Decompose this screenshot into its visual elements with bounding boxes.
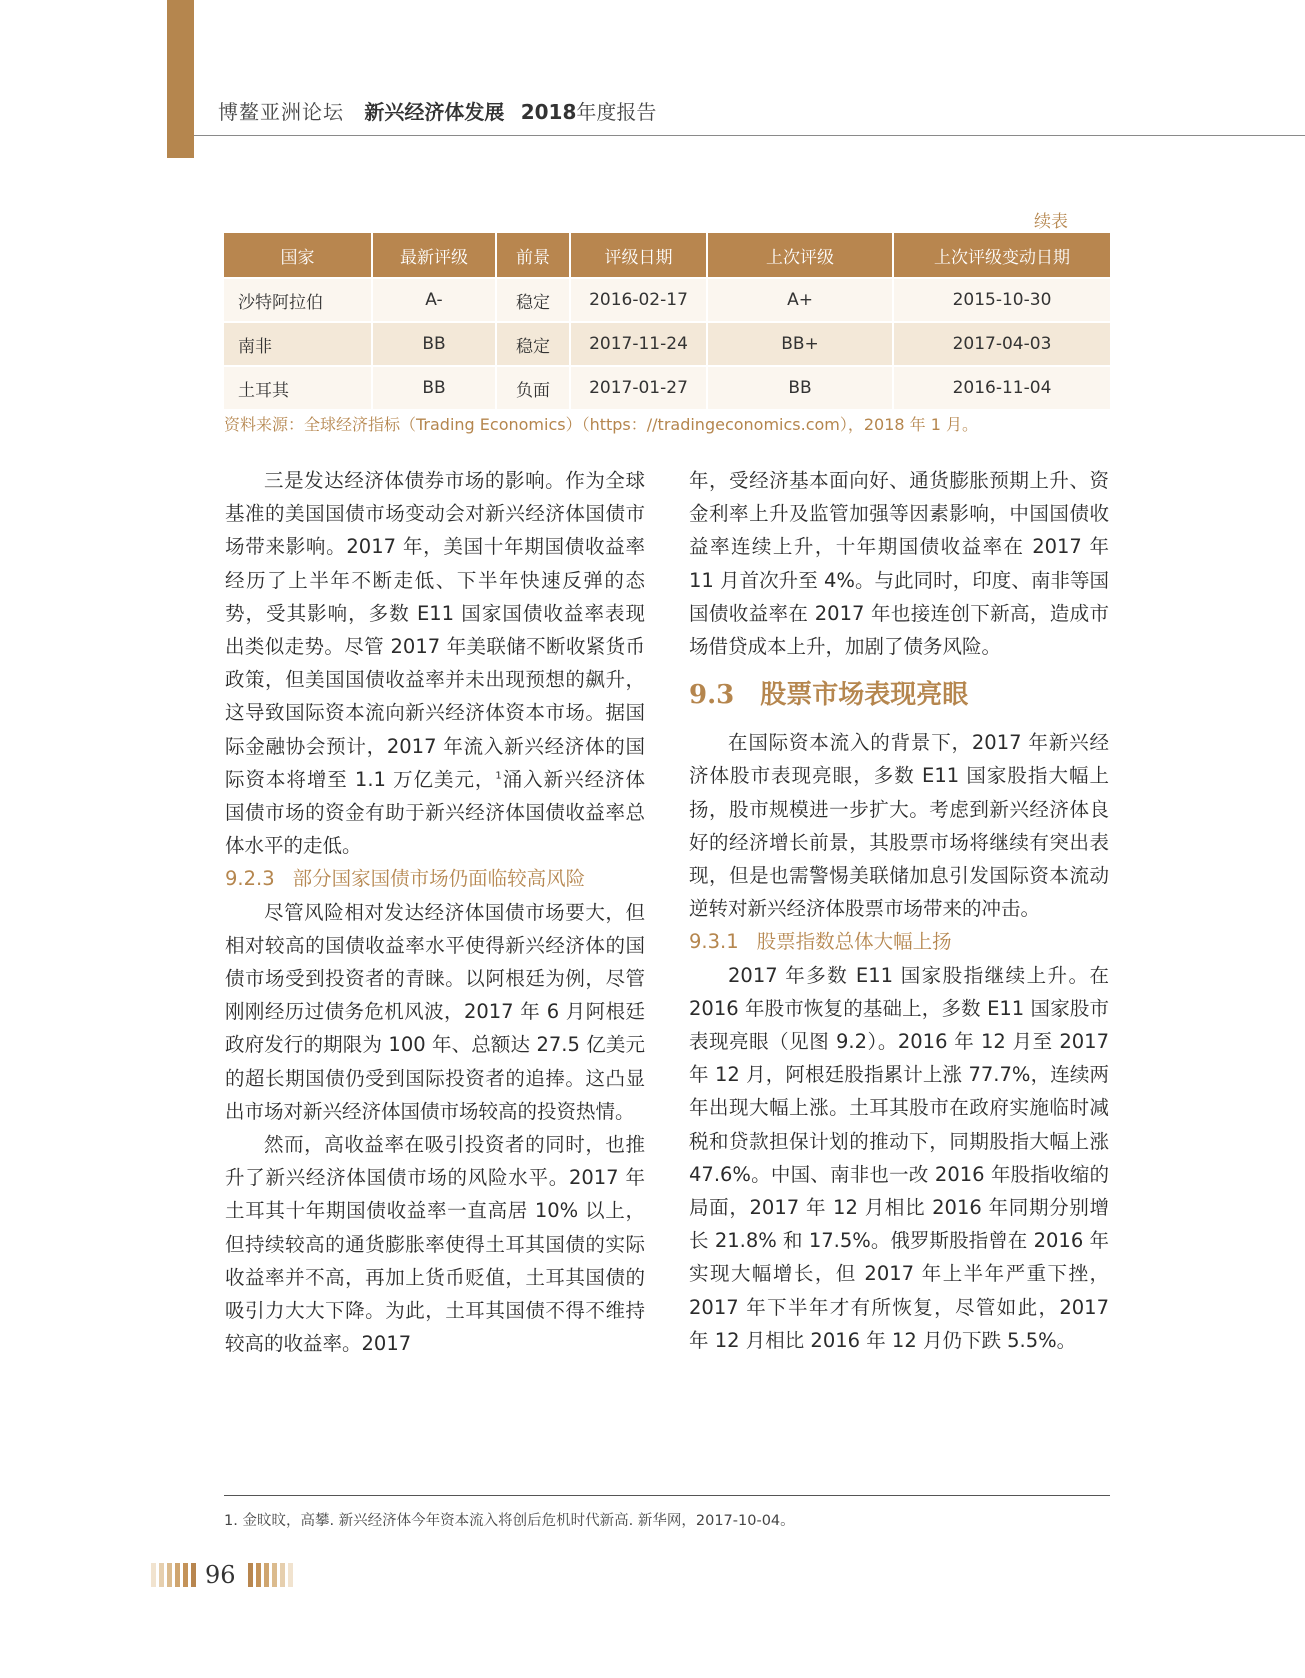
table-cell: BB xyxy=(707,366,893,409)
table-cell: BB+ xyxy=(707,322,893,366)
table-cell: 2016-02-17 xyxy=(570,278,707,322)
table-cell: 2017-04-03 xyxy=(893,322,1110,366)
subsection-heading xyxy=(225,862,645,895)
subsection-heading xyxy=(689,925,1109,958)
section-title: 股票市场表现亮眼 xyxy=(760,680,969,711)
body-paragraph: 然而，高收益率在吸引投资者的同时，也推升了新兴经济体国债市场的风险水平。2017 年土耳其十年期国债收益率一直高居 10% 以上，但持续较高的通货膨胀率使得土耳其国债的实际收益率并不高，再加上货币贬值，土耳其国债的吸引力大大下降。为此，土耳其国债不得不维持较高的收益率。2017 xyxy=(225,1133,645,1356)
ratings-table xyxy=(224,233,1110,409)
column-header: 国家 xyxy=(224,233,372,278)
table-header-row xyxy=(224,233,1110,278)
body-paragraph xyxy=(225,464,645,862)
table-cell: 2015-10-30 xyxy=(893,278,1110,322)
subsection-title: 股票指数总体大幅上扬 xyxy=(756,930,952,954)
running-header xyxy=(218,96,656,125)
table-row xyxy=(224,278,1110,322)
table-cell: 2016-11-04 xyxy=(893,366,1110,409)
subsection-number: 9.2.3 xyxy=(225,867,275,891)
header-forum: 博鳌亚洲论坛 xyxy=(218,100,344,124)
header-report-title: 新兴经济体发展 xyxy=(364,100,505,124)
table-cell: BB xyxy=(372,366,496,409)
body-paragraph: 在国际资本流入的背景下，2017 年新兴经济体股市表现亮眼，多数 E11 国家股指大幅上扬，股市规模进一步扩大。考虑到新兴经济体良好的经济增长前景，其股票市场将继续有突出表现，但是也需警惕美联储加息引发国际资本流动逆转对新兴经济体股票市场带来的冲击。 xyxy=(689,731,1109,921)
footnote-rule xyxy=(224,1495,1110,1496)
subsection-title: 部分国家国债市场仍面临较高风险 xyxy=(292,867,586,891)
table-cell: 土耳其 xyxy=(224,366,372,409)
table-row xyxy=(224,366,1110,409)
table-cell: A- xyxy=(372,278,496,322)
table-source-note: 资料来源：全球经济指标（Trading Economics）（https：//tradingeconomics.com），2018 年 1 月。 xyxy=(224,415,979,434)
table-row xyxy=(224,322,1110,366)
table-continued-label: 续表 xyxy=(1034,212,1068,232)
table-cell: 南非 xyxy=(224,322,372,366)
table-cell: 负面 xyxy=(496,366,570,409)
column-header: 前景 xyxy=(496,233,570,278)
footnote-marker[interactable]: 1 xyxy=(495,770,502,782)
paragraph-text: 涌入新兴经济体国债市场的资金有助于新兴经济体国债收益率总体水平的走低。 xyxy=(225,767,645,858)
section-number: 9.3 xyxy=(689,680,735,711)
body-paragraph: 年，受经济基本面向好、通货膨胀预期上升、资金利率上升及监管加强等因素影响，中国国债收益率连续上升，十年期国债收益率在 2017 年 11 月首次升至 4%。与此同时，印度、南非等国国债收益率在 2017 年也接连创下新高，造成市场借贷成本上升，加剧了债务风险。 xyxy=(689,469,1109,659)
header-rule xyxy=(194,135,1305,136)
table-cell: BB xyxy=(372,322,496,366)
paragraph-text: 三是发达经济体债券市场的影响。作为全球基准的美国国债市场变动会对新兴经济体国债市场带来影响。2017 年，美国十年期国债收益率经历了上半年不断走低、下半年快速反弹的态势，受其影响，多数 E11 国家国债收益率表现出类似走势。尽管 2017 年美联储不断收紧货币政策，但美国国债收益率并未出现预想的飙升，这导致国际资本流向新兴经济体资本市场。据国际金融协会预计，2017 年流入新兴经济体的国际资本将增至 1.1 万亿美元， xyxy=(225,469,645,791)
header-year: 2018 xyxy=(520,100,577,124)
subsection-number: 9.3.1 xyxy=(689,930,739,954)
left-column xyxy=(225,464,645,1360)
page-number: 96 xyxy=(205,1561,236,1589)
body-paragraph: 尽管风险相对发达经济体国债市场要大，但相对较高的国债收益率水平使得新兴经济体的国债市场受到投资者的青睐。以阿根廷为例，尽管刚刚经历过债务危机风波，2017 年 6 月阿根廷政府发行的期限为 100 年、总额达 27.5 亿美元的超长期国债仍受到国际投资者的追捧。这凸显出市场对新兴经济体国债市场较高的投资热情。 xyxy=(225,900,645,1123)
column-header: 上次评级 xyxy=(707,233,893,278)
table-cell: 2017-11-24 xyxy=(570,322,707,366)
page-stripes-left xyxy=(151,1563,199,1587)
column-header: 最新评级 xyxy=(372,233,496,278)
page-stripes-right xyxy=(248,1563,296,1587)
body-paragraph: 2017 年多数 E11 国家股指继续上升。在 2016 年股市恢复的基础上，多数 E11 国家股市表现亮眼（见图 9.2）。2016 年 12 月至 2017 年 12 月，阿根廷股指累计上涨 77.7%，连续两年出现大幅上涨。土耳其股市在政府实施临时减税和贷款担保计划的推动下，同期股指大幅上涨 47.6%。中国、南非也一改 2016 年股指收缩的局面，2017 年 12 月相比 2016 年同期分别增长 21.8% 和 17.5%。俄罗斯股指曾在 2016 年实现大幅增长，但 2017 年上半年严重下挫，2017 年下半年才有所恢复，尽管如此，2017 年 12 月相比 2016 年 12 月仍下跌 5.5%。 xyxy=(689,963,1109,1352)
table-cell: 稳定 xyxy=(496,322,570,366)
table-cell: 2017-01-27 xyxy=(570,366,707,409)
right-column xyxy=(689,464,1109,1357)
header-suffix: 年度报告 xyxy=(576,100,657,124)
page-footer xyxy=(151,1562,296,1588)
table-cell: 沙特阿拉伯 xyxy=(224,278,372,322)
table-cell: A+ xyxy=(707,278,893,322)
header-accent-bar xyxy=(167,0,194,158)
footnote: 1. 金旼旼，高攀. 新兴经济体今年资本流入将创后危机时代新高. 新华网，2017-10-04。 xyxy=(224,1513,795,1529)
column-header: 评级日期 xyxy=(570,233,707,278)
table-cell: 稳定 xyxy=(496,278,570,322)
section-heading xyxy=(689,678,1109,712)
column-header: 上次评级变动日期 xyxy=(893,233,1110,278)
